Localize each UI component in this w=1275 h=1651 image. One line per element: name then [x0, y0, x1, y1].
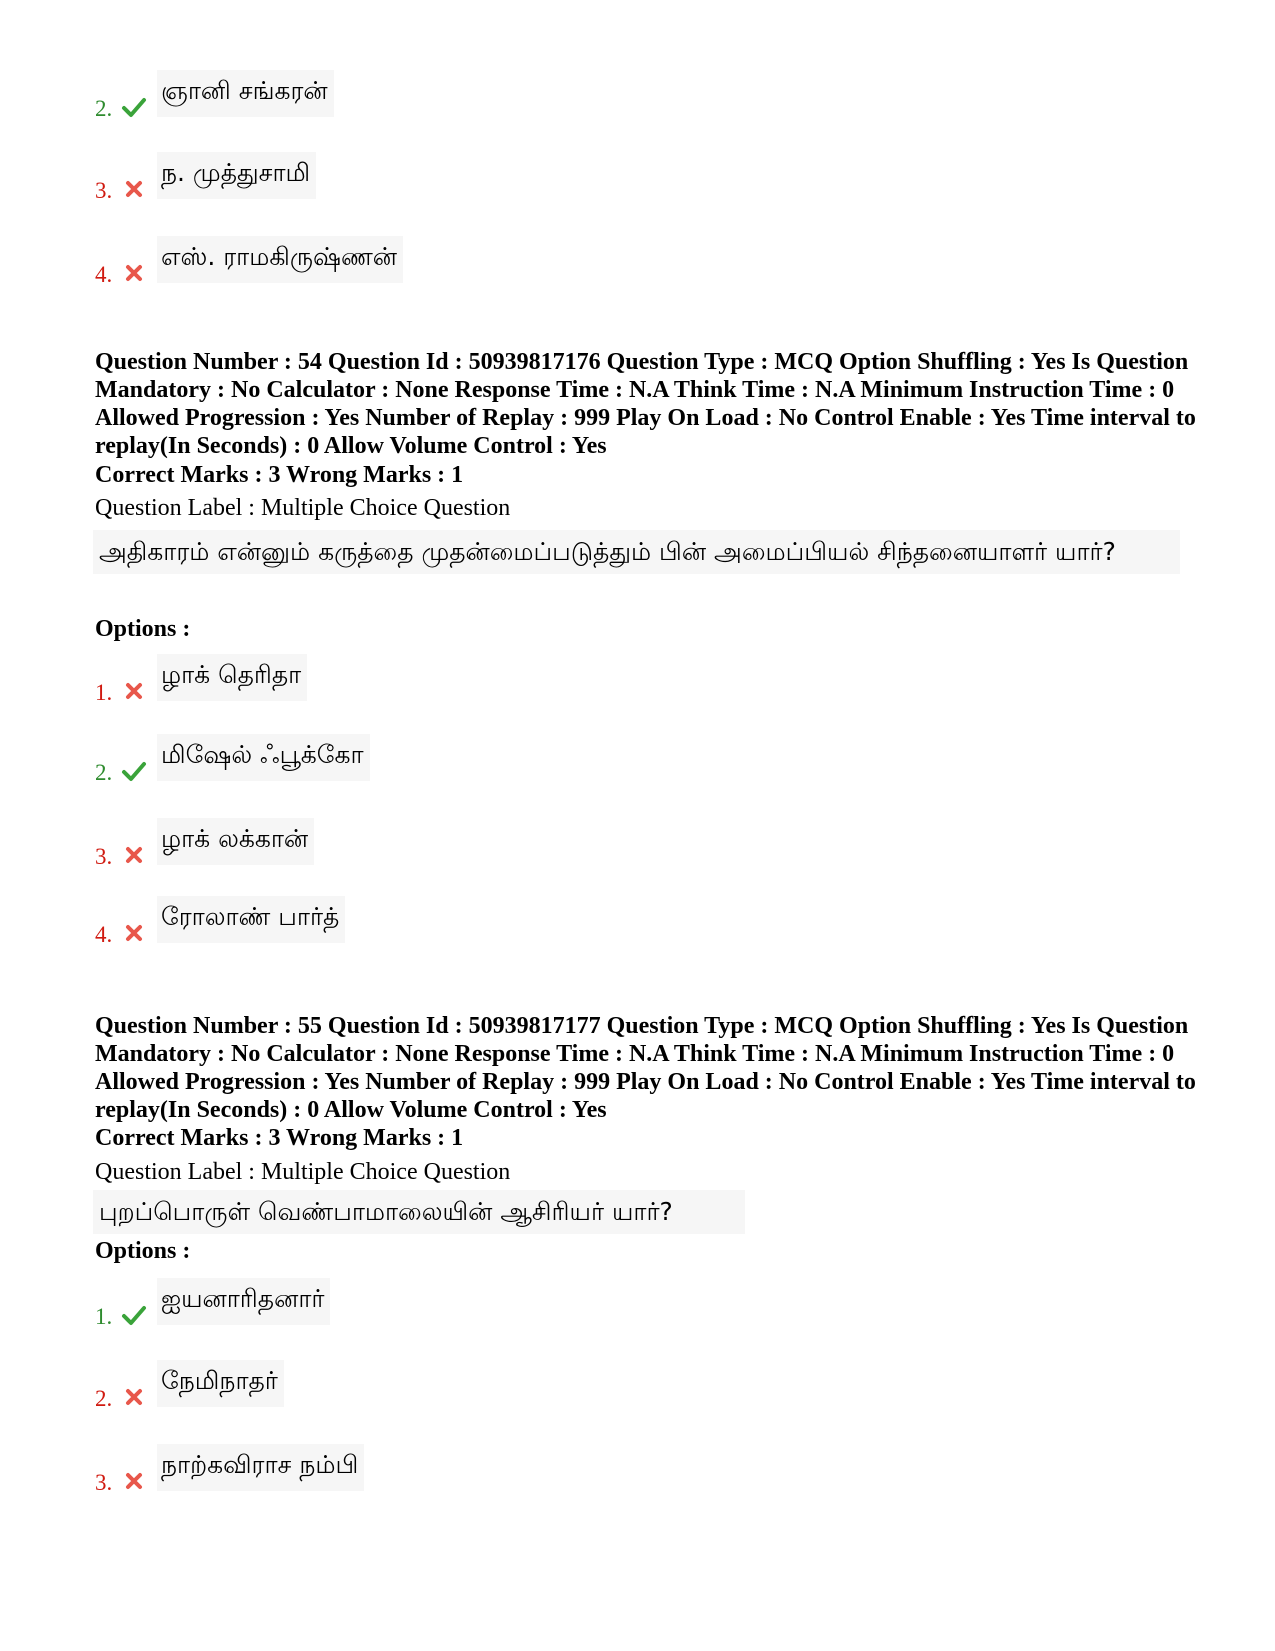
option-text: மிஷேல் ஃபூக்கோ	[157, 734, 370, 781]
check-icon	[121, 758, 147, 784]
q54-label: Question Label : Multiple Choice Question	[95, 495, 511, 521]
option-text: ந. முத்துசாமி	[157, 152, 316, 199]
q55-options-label: Options :	[95, 1238, 191, 1264]
option-text: ரோலாண் பார்த்	[157, 896, 345, 943]
cross-icon	[121, 678, 147, 704]
option-text: நாற்கவிராச நம்பி	[157, 1444, 364, 1491]
q55-meta: Question Number : 55 Question Id : 50939817177 Question Type : MCQ Option Shuffling : Yes Is Question Mandatory : No Calculator : None Response Time : N.A Think Time : N.A Minimum Instruction Time : 0 Allowed Progression : Yes Number of Replay : 999 Play On Load : No Control Enable : Yes Time interval to replay(In Seconds) : 0 Allow Volume Control : Yes	[95, 1013, 1196, 1123]
cross-icon	[121, 920, 147, 946]
option-number: 3.	[95, 844, 113, 869]
q54-meta: Question Number : 54 Question Id : 50939817176 Question Type : MCQ Option Shuffling : Yes Is Question Mandatory : No Calculator : None Response Time : N.A Think Time : N.A Minimum Instruction Time : 0 Allowed Progression : Yes Number of Replay : 999 Play On Load : No Control Enable : Yes Time interval to replay(In Seconds) : 0 Allow Volume Control : Yes	[95, 349, 1196, 459]
option-text: நேமிநாதர்	[157, 1360, 284, 1407]
check-icon	[121, 1302, 147, 1328]
option-number: 2.	[95, 760, 113, 785]
option-text: ஞானி சங்கரன்	[157, 70, 334, 117]
q54-options-label: Options :	[95, 616, 191, 642]
option-number: 3.	[95, 178, 113, 203]
option-text: ஐயனாரிதனார்	[157, 1278, 330, 1325]
cross-icon	[121, 1384, 147, 1410]
option-number: 1.	[95, 680, 113, 705]
q55-marks: Correct Marks : 3 Wrong Marks : 1	[95, 1125, 464, 1151]
cross-icon	[121, 176, 147, 202]
option-number: 4.	[95, 262, 113, 287]
q55-label: Question Label : Multiple Choice Question	[95, 1159, 511, 1185]
option-text: எஸ். ராமகிருஷ்ணன்	[157, 236, 403, 283]
option-text: ழாக் லக்கான்	[157, 818, 314, 865]
option-number: 2.	[95, 1386, 113, 1411]
option-text: ழாக் தெரிதா	[157, 654, 307, 701]
option-number: 4.	[95, 922, 113, 947]
cross-icon	[121, 842, 147, 868]
cross-icon	[121, 1468, 147, 1494]
cross-icon	[121, 260, 147, 286]
q55-question: புறப்பொருள் வெண்பாமாலையின் ஆசிரியர் யார்?	[93, 1190, 745, 1234]
q54-question: அதிகாரம் என்னும் கருத்தை முதன்மைப்படுத்தும் பின் அமைப்பியல் சிந்தனையாளர் யார்?	[93, 530, 1180, 574]
option-number: 1.	[95, 1304, 113, 1329]
q54-marks: Correct Marks : 3 Wrong Marks : 1	[95, 462, 464, 488]
option-number: 2.	[95, 96, 113, 121]
option-number: 3.	[95, 1470, 113, 1495]
check-icon	[121, 94, 147, 120]
